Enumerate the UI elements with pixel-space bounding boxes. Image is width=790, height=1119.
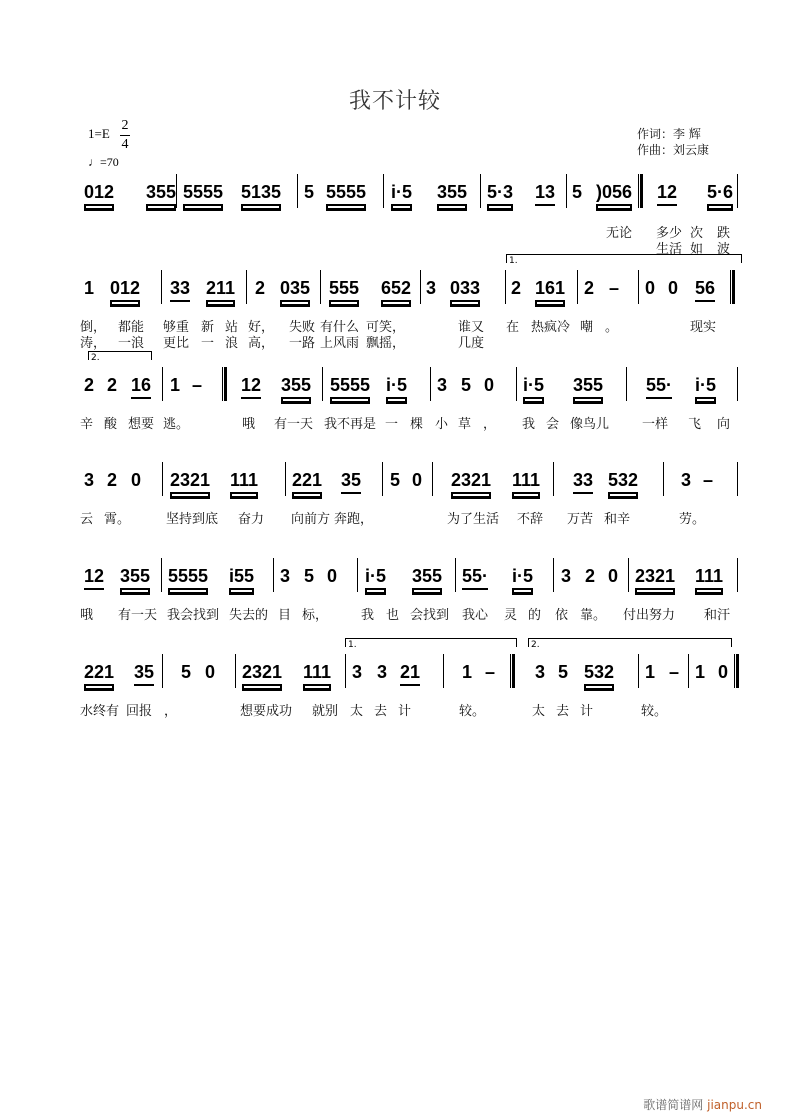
note-group: 56 [695, 276, 715, 302]
note-group: i·5 [365, 564, 386, 590]
repeat-barline [638, 174, 643, 208]
note-group: 033 [450, 276, 480, 302]
lyric-text: 浪 [225, 336, 239, 351]
note-group: 5555 [330, 373, 370, 399]
barline [737, 462, 738, 496]
lyric-text: 回报 [126, 704, 153, 719]
note-group: 5 [558, 662, 569, 682]
lyric-text: 如 [690, 242, 704, 257]
lyric-text: 次 [690, 226, 704, 241]
barline [246, 270, 247, 304]
lyric-text: 我不再是 [324, 417, 377, 432]
lyric-text: 涛， [80, 336, 107, 351]
lyric-text: 哦 [242, 417, 256, 432]
barline [737, 367, 738, 401]
note-group: – [703, 470, 714, 490]
lyric-text: 辛 [80, 417, 94, 432]
lyric-text: 较。 [459, 704, 486, 719]
lyric-text: 向前方 [291, 512, 331, 527]
note-group: 111 [512, 468, 540, 494]
note-group: 1 [170, 375, 181, 395]
lyric-text: 计 [398, 704, 412, 719]
lyric-text: 一浪 [118, 336, 145, 351]
note-group: 0 [645, 278, 656, 298]
volta-bracket: 1. [506, 254, 742, 263]
barline [176, 174, 177, 208]
lyric-text: 在 [506, 320, 520, 335]
lyric-text: 较。 [641, 704, 668, 719]
barline [161, 558, 162, 592]
note-group: 1 [695, 662, 706, 682]
barline [297, 174, 298, 208]
note-group: 355 [146, 180, 176, 206]
barline [628, 558, 629, 592]
lyric-text: 都能 [118, 320, 145, 335]
note-group: 532 [608, 468, 638, 494]
lyric-text: 标， [302, 608, 329, 623]
note-group: 55· [462, 564, 488, 590]
note-group: 55· [646, 373, 672, 399]
note-group: i·5 [512, 564, 533, 590]
note-group: i·5 [391, 180, 412, 206]
note-group: 0 [668, 278, 679, 298]
barline [235, 654, 236, 688]
note-group: 0 [412, 470, 423, 490]
barline [626, 367, 627, 401]
note-group: 2 [107, 375, 118, 395]
note-group: 2 [585, 566, 596, 586]
lyric-text: 哦 [80, 608, 94, 623]
note-group: 2321 [635, 564, 675, 590]
lyric-text: 跌 [717, 226, 731, 241]
lyric-text: 几度 [458, 336, 485, 351]
barline [432, 462, 433, 496]
lyric-text: 生活 [656, 242, 683, 257]
note-group: 2 [84, 375, 95, 395]
note-group: 5555 [168, 564, 208, 590]
note-group: 5 [304, 566, 315, 586]
barline [553, 558, 554, 592]
barline [663, 462, 664, 496]
note-group: 012 [84, 180, 114, 206]
barline [737, 558, 738, 592]
lyric-text: 想要 [128, 417, 155, 432]
lyric-text: 有一天 [274, 417, 314, 432]
time-signature [120, 118, 130, 153]
lyric-text: 万苦 [567, 512, 594, 527]
note-group: 3 [84, 470, 95, 490]
lyric-text: 目 [278, 608, 292, 623]
lyric-text: 草 [458, 417, 472, 432]
note-group: – [485, 662, 496, 682]
lyric-text: 我会找到 [167, 608, 220, 623]
note-group: 12 [657, 180, 677, 206]
volta-bracket: 2. [88, 351, 152, 360]
lyric-text: 奋力 [238, 512, 265, 527]
barline [357, 558, 358, 592]
note-group: 0 [608, 566, 619, 586]
note-group: – [192, 375, 203, 395]
note-group: 5·6 [707, 180, 733, 206]
note-group: i·5 [523, 373, 544, 399]
lyric-text: 奔跑， [334, 512, 374, 527]
lyric-text: 的 [528, 608, 542, 623]
note-group: 12 [241, 373, 261, 399]
lyric-text: 热疯冷 [531, 320, 571, 335]
note-group: 13 [535, 180, 555, 206]
note-group: 33 [170, 276, 190, 302]
note-group: 012 [110, 276, 140, 302]
note-group: 1 [645, 662, 656, 682]
note-group: 5555 [183, 180, 223, 206]
repeat-barline [734, 654, 739, 688]
lyric-text: 小 [435, 417, 449, 432]
barline [553, 462, 554, 496]
lyric-text: 新 [201, 320, 215, 335]
lyric-text: ， [164, 704, 178, 719]
note-group: i·5 [386, 373, 407, 399]
lyric-text: 嘲 [580, 320, 594, 335]
barline [505, 270, 506, 304]
barline [455, 558, 456, 592]
note-group: 035 [280, 276, 310, 302]
note-group: 3 [681, 470, 692, 490]
note-group: 111 [303, 660, 331, 686]
note-group: 21 [400, 660, 420, 686]
note-group: 111 [230, 468, 258, 494]
lyric-text: 站 [225, 320, 239, 335]
note-group: 5·3 [487, 180, 513, 206]
lyric-text: 波 [717, 242, 731, 257]
note-group: 3 [535, 662, 546, 682]
lyric-text: 霄。 [104, 512, 131, 527]
note-group: 35 [134, 660, 154, 686]
note-group: 532 [584, 660, 614, 686]
lyric-text: 不辞 [517, 512, 544, 527]
lyric-text: 为了生活 [447, 512, 500, 527]
barline [516, 367, 517, 401]
lyric-text: 可笑， [366, 320, 406, 335]
note-group: 0 [327, 566, 338, 586]
barline [382, 462, 383, 496]
note-group: 355 [120, 564, 150, 590]
credits [637, 126, 709, 158]
note-group: 5555 [326, 180, 366, 206]
tempo-marking: ♩=70 [88, 155, 119, 169]
lyric-text: 和汗 [704, 608, 731, 623]
note-group: 5135 [241, 180, 281, 206]
note-group: 355 [281, 373, 311, 399]
lyric-text: 去 [556, 704, 570, 719]
lyric-text: 倒， [80, 320, 107, 335]
note-group: 5 [572, 182, 583, 202]
lyric-text: 酸 [104, 417, 118, 432]
note-group: 3 [280, 566, 291, 586]
note-group: 161 [535, 276, 565, 302]
note-group: 0 [718, 662, 729, 682]
note-group: 5 [461, 375, 472, 395]
note-group: 0 [131, 470, 142, 490]
lyric-text: 有一天 [118, 608, 158, 623]
lyric-text: 想要成功 [240, 704, 293, 719]
barline [345, 654, 346, 688]
barline [162, 654, 163, 688]
barline [383, 174, 384, 208]
lyric-text: 飘摇， [366, 336, 406, 351]
lyric-text: 高， [248, 336, 275, 351]
lyric-text: 会 [546, 417, 560, 432]
lyricist: 作词：李 辉 [637, 127, 701, 141]
barline [737, 174, 738, 208]
lyric-text: 我 [361, 608, 375, 623]
lyric-text: 逃。 [163, 417, 190, 432]
note-group: 5 [304, 182, 315, 202]
barline [638, 270, 639, 304]
volta-bracket: 2. [528, 638, 732, 647]
barline [273, 558, 274, 592]
lyric-text: 云 [80, 512, 94, 527]
lyric-text: 就别 [312, 704, 339, 719]
barline [577, 270, 578, 304]
lyric-text: 水终有 [80, 704, 120, 719]
lyric-text: 我心 [462, 608, 489, 623]
note-group: i55 [229, 564, 254, 590]
lyric-text: 一 [201, 336, 215, 351]
barline [161, 270, 162, 304]
lyric-text: 现实 [690, 320, 717, 335]
repeat-barline [222, 367, 227, 401]
barline [322, 367, 323, 401]
note-group: 2 [584, 278, 595, 298]
note-group: 5 [181, 662, 192, 682]
key-signature: 1=E [88, 126, 110, 141]
lyric-text: 坚持到底 [166, 512, 219, 527]
note-group: 1 [84, 278, 95, 298]
lyric-text: 计 [580, 704, 594, 719]
lyric-text: 一样 [642, 417, 669, 432]
note-group: 2 [107, 470, 118, 490]
note-group: 0 [205, 662, 216, 682]
note-group: – [609, 278, 620, 298]
note-group: 211 [206, 276, 235, 302]
barline [420, 270, 421, 304]
note-group: 355 [412, 564, 442, 590]
note-group: 2 [255, 278, 266, 298]
lyric-text: 付出努力 [623, 608, 676, 623]
barline [320, 270, 321, 304]
lyric-text: 失去的 [229, 608, 269, 623]
lyric-text: 灵 [504, 608, 518, 623]
lyric-text: 一路 [289, 336, 316, 351]
barline [480, 174, 481, 208]
lyric-text: ， [483, 417, 497, 432]
barline [285, 462, 286, 496]
barline [162, 367, 163, 401]
note-group: 355 [437, 180, 467, 206]
lyric-text: 一 [385, 417, 399, 432]
barline [688, 654, 689, 688]
note-group: 3 [426, 278, 437, 298]
lyric-text: 去 [374, 704, 388, 719]
lyric-text: 向 [717, 417, 731, 432]
lyric-text: 飞 [688, 417, 702, 432]
note-group: 0 [484, 375, 495, 395]
note-group: 555 [329, 276, 359, 302]
note-group: 355 [573, 373, 603, 399]
note-group: 2321 [242, 660, 282, 686]
note-group: 35 [341, 468, 361, 494]
lyric-text: 有什么 [320, 320, 360, 335]
barline [162, 462, 163, 496]
note-group: 3 [437, 375, 448, 395]
note-group: 652 [381, 276, 411, 302]
barline [430, 367, 431, 401]
note-group: 3 [561, 566, 572, 586]
note-group: 221 [84, 660, 114, 686]
note-group: 2321 [451, 468, 491, 494]
lyric-text: 会找到 [410, 608, 450, 623]
lyric-text: 我 [522, 417, 536, 432]
barline [566, 174, 567, 208]
repeat-barline [730, 270, 735, 304]
lyric-text: 上风雨 [320, 336, 360, 351]
lyric-text: 太 [532, 704, 546, 719]
lyric-text: 像鸟儿 [570, 417, 610, 432]
lyric-text: 够重 [163, 320, 190, 335]
lyric-text: 谁又 [458, 320, 485, 335]
watermark-cn: 歌谱简谱网 [643, 1098, 704, 1112]
lyric-text: 太 [350, 704, 364, 719]
lyric-text: 。 [605, 320, 619, 335]
note-group: 1 [462, 662, 473, 682]
note-group: 16 [131, 373, 151, 399]
lyric-text: 失败 [289, 320, 316, 335]
volta-bracket: 1. [345, 638, 517, 647]
barline [638, 654, 639, 688]
note-group: i·5 [695, 373, 716, 399]
lyric-text: 更比 [163, 336, 190, 351]
note-group: 111 [695, 564, 723, 590]
time-signature-top: 2 [121, 118, 129, 133]
watermark [643, 1096, 762, 1113]
note-group: – [669, 662, 680, 682]
lyric-text: 无论 [606, 226, 633, 241]
note-group: 221 [292, 468, 322, 494]
lyric-text: 多少 [656, 226, 683, 241]
lyric-text: 也 [386, 608, 400, 623]
lyric-text: 棵 [410, 417, 424, 432]
lyric-text: 劳。 [679, 512, 706, 527]
note-group: 2 [511, 278, 522, 298]
note-group: 12 [84, 564, 104, 590]
note-group: 5 [390, 470, 401, 490]
note-group: 2321 [170, 468, 210, 494]
watermark-en: jianpu.cn [707, 1098, 762, 1112]
composer: 作曲：刘云康 [637, 143, 710, 157]
song-title: 我不计较 [348, 89, 441, 114]
barline [443, 654, 444, 688]
lyric-text: 和辛 [604, 512, 631, 527]
note-group: 33 [573, 468, 593, 494]
note-group: 3 [377, 662, 388, 682]
note-group: )056 [596, 180, 632, 206]
note-group: 3 [352, 662, 363, 682]
lyric-text: 好， [248, 320, 275, 335]
time-signature-bottom: 4 [121, 137, 129, 152]
lyric-text: 依 [555, 608, 569, 623]
lyric-text: 靠。 [580, 608, 607, 623]
repeat-barline [510, 654, 515, 688]
